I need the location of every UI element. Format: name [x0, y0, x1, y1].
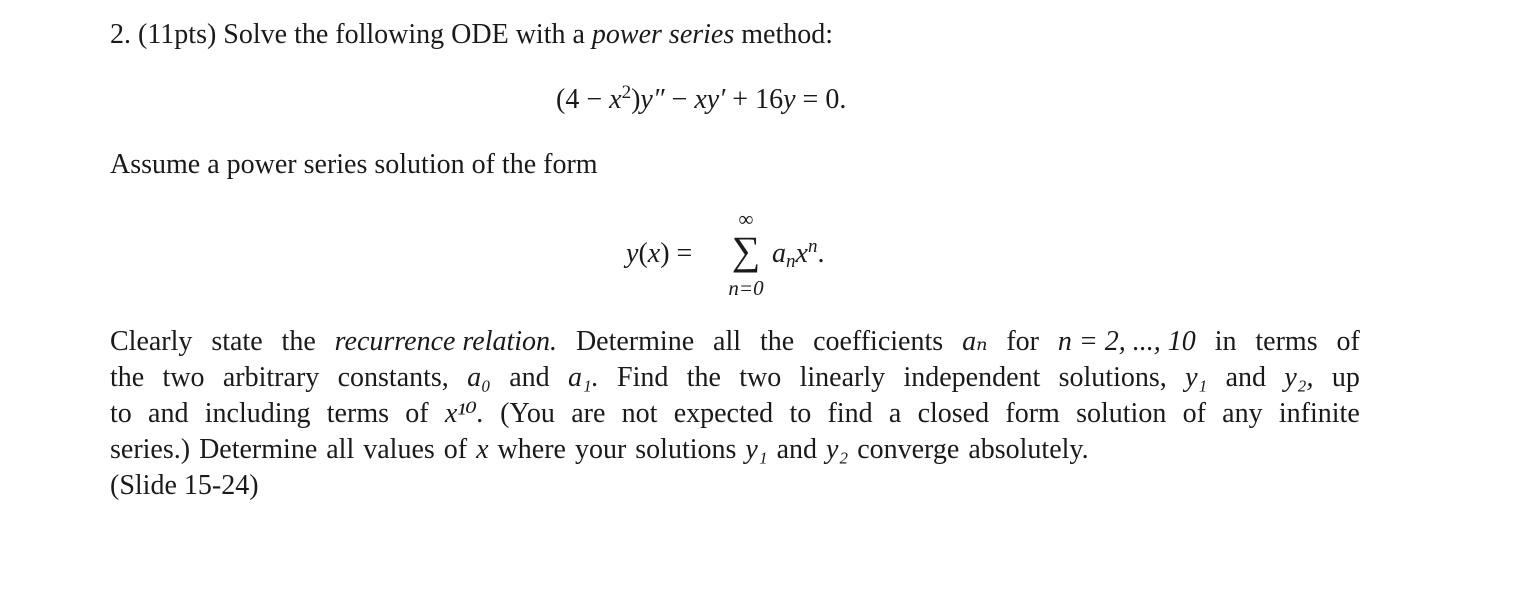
problem-number: 2. [110, 19, 131, 50]
paragraph-word: in [1214, 326, 1237, 357]
paragraph-word: and [509, 362, 550, 393]
paragraph-word: solution [1076, 398, 1167, 429]
paragraph-word: Determine [575, 326, 695, 357]
summation-lower: n=0 [728, 276, 764, 300]
instructions-paragraph [110, 324, 1360, 468]
paragraph-word: x¹⁰. [444, 398, 484, 429]
paragraph-word: y₁ [1185, 362, 1208, 393]
paragraph-word: a₀ [467, 362, 491, 393]
paragraph-word: linearly [799, 362, 886, 393]
ode-prime: ′ [719, 84, 726, 115]
series-lhs-x: x [647, 238, 661, 269]
paragraph-word: n = 2, ..., 10 [1057, 326, 1196, 357]
series-lhs-open: ( [638, 238, 648, 269]
paragraph-word: and [776, 434, 818, 465]
paragraph-word: to [789, 398, 812, 429]
series-lhs [626, 236, 692, 272]
paragraph-word: (You [500, 398, 555, 429]
ode-x: x [609, 84, 622, 115]
paragraph-word: closed [917, 398, 990, 429]
paragraph-word: Find [617, 362, 669, 393]
paragraph-word: to [110, 398, 132, 429]
problem-points: (11pts) [138, 19, 217, 50]
series-equation [626, 208, 866, 304]
series-rhs [772, 236, 824, 275]
paragraph-line-2 [110, 360, 1360, 396]
paragraph-word: the [686, 362, 721, 393]
paragraph-word: arbitrary [222, 362, 320, 393]
series-lhs-y: y [626, 238, 639, 269]
paragraph-word: for [1006, 326, 1039, 357]
ode-dbl-prime: ″ [652, 84, 665, 115]
paragraph-word: two [739, 362, 782, 393]
paragraph-word: terms [326, 398, 389, 429]
summation-upper: ∞ [738, 207, 754, 231]
paragraph-word: any [1222, 398, 1263, 429]
paragraph-word: two [162, 362, 205, 393]
summation [720, 208, 772, 304]
paragraph-word: and [148, 398, 189, 429]
paragraph-word: absolutely. [968, 434, 1089, 465]
paragraph-word: x [476, 434, 489, 465]
paragraph-word: find [827, 398, 873, 429]
paragraph-word: solutions [635, 434, 737, 465]
paragraph-word: values [363, 434, 435, 465]
paragraph-word: up [1331, 362, 1360, 393]
paragraph-word: the [281, 326, 316, 357]
series-x-sup: n [807, 236, 818, 258]
intro-suffix: method: [741, 19, 834, 50]
paragraph-word: solutions, [1058, 362, 1167, 393]
assume-text: Assume a power series solution of the form [110, 149, 598, 180]
paragraph-word: the [110, 362, 145, 393]
ode-eq0: = 0. [795, 84, 847, 115]
paragraph-word: Clearly [110, 326, 193, 357]
paragraph-word: of [443, 434, 468, 465]
paragraph-word: terms [1255, 326, 1318, 357]
paragraph-word: Determine [199, 434, 318, 465]
paragraph-word: all [326, 434, 355, 465]
series-period: . [817, 238, 825, 269]
paragraph-word: including [204, 398, 311, 429]
series-lhs-close: ) [660, 238, 670, 269]
paragraph-word: a₁. [567, 362, 599, 393]
ode-minus: − [664, 84, 695, 115]
paragraph-word: constants, [337, 362, 449, 393]
ode-equation [556, 82, 846, 121]
sigma-symbol: ∑ [731, 228, 761, 273]
paragraph-word: are [571, 398, 606, 429]
paragraph-word: converge [857, 434, 960, 465]
paragraph-word: state [211, 326, 263, 357]
series-a: a [772, 238, 786, 269]
ode-y: y [640, 84, 653, 115]
ode-open: (4 − [556, 84, 610, 115]
ode-y2: y [783, 84, 796, 115]
paragraph-word: y₂, [1284, 362, 1314, 393]
paragraph-word: y₂ [826, 434, 849, 465]
ode-x-sup: 2 [621, 82, 632, 104]
problem-header [110, 17, 833, 53]
paragraph-line-3 [110, 396, 1360, 432]
paragraph-word: a [888, 398, 902, 429]
paragraph-word: aₙ [962, 326, 988, 357]
ode-close: ) [631, 84, 641, 115]
paragraph-word: of [405, 398, 429, 429]
paragraph-word: y₁ [745, 434, 768, 465]
ode-plus16: + 16 [725, 84, 784, 115]
ode-xy: xy [694, 84, 720, 115]
slide-reference: (Slide 15-24) [110, 470, 259, 501]
paragraph-line-4 [110, 432, 1360, 468]
paragraph-word: all [713, 326, 742, 357]
paragraph-word: series.) [110, 434, 191, 465]
paragraph-word: coefficients [813, 326, 944, 357]
paragraph-word: form [1005, 398, 1060, 429]
paragraph-word: infinite [1278, 398, 1360, 429]
paragraph-word: not [621, 398, 658, 429]
paragraph-word: where [497, 434, 566, 465]
series-a-sub: n [786, 251, 796, 273]
intro-emphasis: power series [591, 19, 735, 50]
series-x: x [795, 238, 808, 269]
paragraph-word: independent [903, 362, 1041, 393]
paragraph-word: of [1336, 326, 1360, 357]
series-equals: = [669, 238, 693, 269]
intro-prefix: Solve the following ODE with a [223, 19, 585, 50]
paragraph-word: expected [673, 398, 774, 429]
paragraph-word: your [574, 434, 627, 465]
paragraph-word: recurrence relation. [334, 326, 558, 357]
paragraph-word: of [1182, 398, 1206, 429]
paragraph-word: and [1225, 362, 1267, 393]
paragraph-line-1 [110, 324, 1360, 360]
paragraph-word: the [759, 326, 795, 357]
